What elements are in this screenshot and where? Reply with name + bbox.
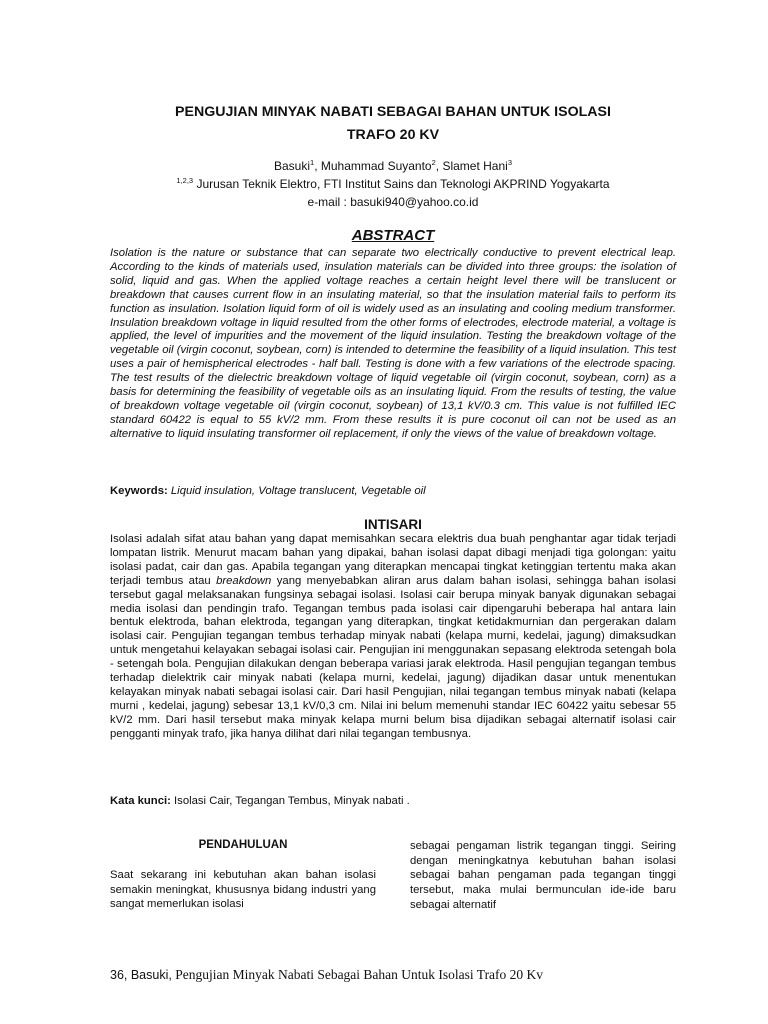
footer-title: Pengujian Minyak Nabati Sebagai Bahan Untuk Isolasi Trafo 20 Kv	[171, 967, 544, 982]
affiliation	[110, 175, 676, 193]
author-block	[110, 157, 676, 211]
intisari-text-2: yang menyebabkan aliran arus dalam bahan isolasi, sehingga bahan isolasi tersebut gagal melaksanakan fungsinya sebagai isolasi. Isolasi cair berupa minyak banyak digunakan sebagai media isolasi dan pendingin trafo. Tegangan tembus pada isolasi cair dipengaruhi beberapa hal antara lain bentuk elektroda, bahan elektroda, tegangan yang diterapkan, tingkat ketidakmurnian dan pergerakan dalam isolasi cair. Pengujian tegangan tembus terhadap minyak nabati (kelapa murni, kedelai, jagung) dimaksudkan untuk mengetahui kelayakan sebagai isolasi cair. Pengujian ini menggunakan sepasang elektroda setengah bola - setengah bola. Pengujian dilakukan dengan beberapa variasi jarak elektroda. Hasil pengujian tegangan tembus terhadap dielektrik cair minyak nabati (kelapa murni, kedelai, jagung) dijadikan dasar untuk menentukan kelayakan minyak nabati sebagai isolasi cair. Dari hasil Pengujian, nilai tegangan tembus minyak nabati (kelapa murni , kedelai, jagung) sebesar 13,1 kV/0,3 cm. Nilai ini belum memenuhi standar IEC 60422 yaitu sebesar 55 kV/2 mm. Dari hasil tersebut maka minyak kelapa murni belum bisa dijadikan sebagai alternatif isolasi cair pengganti minyak trafo, jika hanya dilihat dari nilai tegangan tembusnya.	[110, 574, 677, 740]
affiliation-text: Jurusan Teknik Elektro, FTI Institut Sains dan Teknologi AKPRIND Yogyakarta	[193, 177, 610, 191]
page-footer	[110, 966, 543, 984]
left-column	[110, 838, 376, 912]
author-3-sup: 3	[507, 158, 512, 167]
paper-title	[110, 101, 676, 147]
author-1-sup: 1	[310, 158, 315, 167]
left-column-text: Saat sekarang ini kebutuhan akan bahan isolasi semakin meningkat, khususnya bidang industri yang sangat memerlukan isolasi	[110, 869, 376, 911]
intisari-body	[110, 533, 676, 742]
author-2: , Muhammad Suyanto	[314, 159, 432, 173]
footer-prefix: 36, Basuki,	[110, 968, 172, 982]
affiliation-sup: 1,2,3	[176, 176, 194, 185]
title-line-1: PENGUJIAN MINYAK NABATI SEBAGAI BAHAN UNTUK ISOLASI	[175, 104, 611, 120]
keywords-label: Keywords:	[110, 485, 168, 497]
intisari-heading: INTISARI	[364, 517, 422, 532]
author-names	[110, 157, 676, 175]
intisari-text-italic: breakdown	[216, 574, 272, 587]
intisari-text-1: Isolasi adalah sifat atau bahan yang dapat memisahkan secara elektris dua buah penghantar agar tidak terjadi lompatan listrik. Menurut macam bahan yang dipakai, bahan isolasi dapat dibagi menjadi tiga golongan: yaitu isolasi padat, cair dan gas. Apabila tegangan yang diterapkan mencapai tingkat ketinggian tertentu maka akan terjadi tembus atau	[110, 533, 676, 587]
author-3: , Slamet Hani	[435, 159, 508, 173]
abstract-body: Isolation is the nature or substance that can separate two electrically conductive to prevent electrical leap. According to the kinds of materials used, insulation materials can be divided into three groups: the isolation of solid, liquid and gas. When the applied voltage reaches a certain height level there will be translucent or breakdown that causes current flow in an insulating material, so that the insulation material fails to perform its function as insulation. Isolation liquid form of oil is widely used as an insulating and cooling medium transformer. Insulation breakdown voltage in liquid resulted from the other forms of electrodes, electrode material, a voltage is applied, the level of impurities and the movement of the liquid insulation. Testing the breakdown voltage of the vegetable oil (virgin coconut, soybean, corn) is intended to determine the feasibility of a liquid insulation. This test uses a pair of hemispherical electrodes - half ball. Testing is done with a few variations of the electrode spacing. The test results of the dielectric breakdown voltage of liquid vegetable oil (virgin coconut, soybean, corn) as a basis for determining the feasibility of vegetable oils as an insulating liquid. From the results of testing, the value of breakdown voltage vegetable oil (virgin coconut, soybean) of 13,1 kV/0.3 cm. This value is not fulfilled IEC standard 60422 is equal to 55 kV/2 mm. From these results it is pure coconut oil can not be used as an alternative to liquid insulating transformer oil replacement, if only the views of the value of breakdown voltage.	[110, 247, 676, 440]
kata-kunci-label: Kata kunci:	[110, 795, 171, 807]
right-column	[410, 839, 676, 913]
abstract-heading: ABSTRACT	[351, 227, 435, 244]
author-email: e-mail : basuki940@yahoo.co.id	[307, 195, 479, 209]
keywords-text: Liquid insulation, Voltage translucent, Vegetable oil	[167, 485, 426, 497]
kata-kunci-text: Isolasi Cair, Tegangan Tembus, Minyak nabati .	[170, 795, 410, 807]
section-heading-pendahuluan: PENDAHULUAN	[198, 839, 288, 851]
author-1: Basuki	[274, 159, 311, 173]
title-line-2: TRAFO 20 KV	[346, 127, 440, 143]
author-2-sup: 2	[431, 158, 436, 167]
keywords	[110, 485, 676, 499]
kata-kunci	[110, 795, 676, 809]
right-column-text: sebagai pengaman listrik tegangan tinggi. Seiring dengan meningkatnya kebutuhan bahan isolasi sebagai bahan pengaman pada tegangan tinggi tersebut, maka mulai bermunculan ide-ide baru sebagai alternatif	[410, 840, 676, 911]
